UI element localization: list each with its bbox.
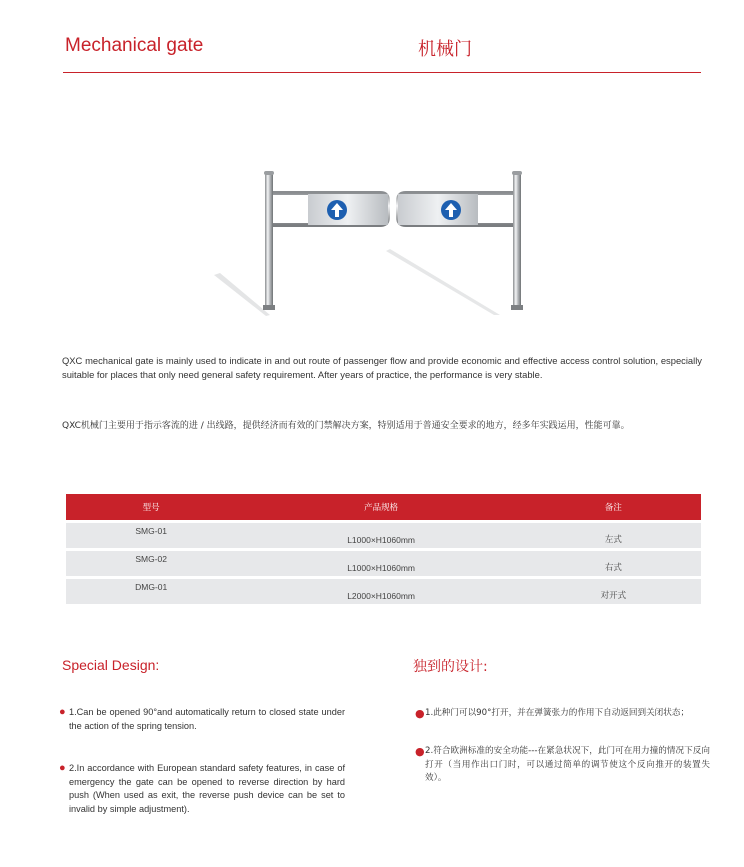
cell-spec: L1000×H1060mm xyxy=(236,523,526,548)
table-row xyxy=(66,551,701,576)
mechanical-gate-image xyxy=(200,165,545,325)
feature-item-en-1 xyxy=(59,706,345,733)
bullet-dot-icon: ● xyxy=(59,706,66,718)
cell-model: SMG-01 xyxy=(66,523,236,548)
feature-text: 2.符合欧洲标准的安全功能---在紧急状况下，此门可在用力撞的情况下反向打开（当用作出口门时，可以通过简单的调节使这个反向推开的装置失效）。 xyxy=(425,746,710,783)
spec-table-header xyxy=(66,494,701,520)
bullet-dot-icon: ● xyxy=(415,707,425,720)
right-gate-panel xyxy=(398,194,478,225)
cell-model: SMG-02 xyxy=(66,551,236,576)
cell-note: 右式 xyxy=(526,551,701,576)
title-divider xyxy=(63,72,701,73)
table-row xyxy=(66,523,701,548)
left-post xyxy=(265,173,273,305)
special-design-heading-cn: 独到的设计: xyxy=(413,659,488,675)
arrow-up-icon xyxy=(441,200,461,220)
feature-text: 1.此种门可以90°打开，并在弹簧张力的作用下自动返回到关闭状态； xyxy=(425,708,690,718)
intro-en: QXC mechanical gate is mainly used to indicate in and out route of passenger flow and provide economic and effective access control solution, especially suitable for places that only need general safety requirement. After years of practice, the performance is very stable. xyxy=(62,355,702,380)
feature-text: 2.In accordance with European standard safety features, in case of emergency the gate can be opened to reverse direction by hard push (When used as exit, the reverse push device can be set to invalid by simple adjustment). xyxy=(69,763,345,814)
cell-model: DMG-01 xyxy=(66,579,236,604)
feature-item-en-2 xyxy=(59,762,345,816)
feature-item-cn-1 xyxy=(415,707,710,721)
page-title-cn: 机械门 xyxy=(418,39,472,60)
bullet-dot-icon: ● xyxy=(415,745,425,758)
feature-text: 1.Can be opened 90°and automatically return to closed state under the action of the spring tension. xyxy=(69,707,345,731)
cell-spec: L2000×H1060mm xyxy=(236,579,526,604)
arrow-up-icon xyxy=(327,200,347,220)
left-gate-panel xyxy=(308,194,388,225)
col-header-note: 备注 xyxy=(526,494,701,520)
right-post xyxy=(513,173,521,305)
spec-table xyxy=(66,494,701,604)
cell-note: 对开式 xyxy=(526,579,701,604)
feature-item-cn-2 xyxy=(415,745,710,786)
special-design-heading-en: Special Design: xyxy=(62,657,160,673)
cell-spec: L1000×H1060mm xyxy=(236,551,526,576)
table-row xyxy=(66,579,701,604)
page-title-en: Mechanical gate xyxy=(65,35,204,56)
col-header-spec: 产品规格 xyxy=(236,494,526,520)
cell-note: 左式 xyxy=(526,523,701,548)
bullet-dot-icon: ● xyxy=(59,762,66,774)
intro-cn: QXC机械门主要用于指示客流的进 / 出线路，提供经济而有效的门禁解决方案，特别适用于普通安全要求的地方，经多年实践运用，性能可靠。 xyxy=(62,421,630,431)
col-header-model: 型号 xyxy=(66,494,236,520)
